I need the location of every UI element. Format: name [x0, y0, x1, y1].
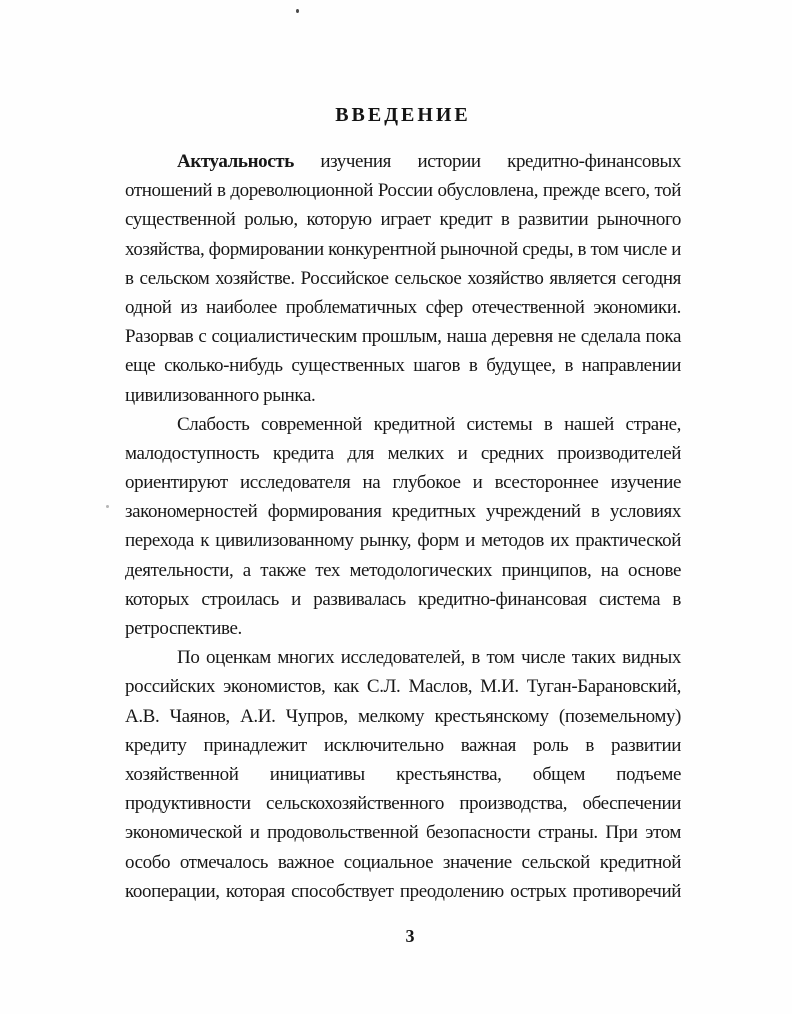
page-title: ВВЕДЕНИЕ	[335, 104, 471, 126]
text-line: которых строилась и развивалась кредитно-финансовая система в	[125, 588, 681, 610]
emphasis-keyword: Актуальность	[177, 151, 294, 172]
scan-artifact-dot	[106, 505, 109, 508]
text-line: ориентируют исследователя на глубокое и всестороннее изучение	[125, 472, 681, 494]
text-line: Актуальность изучения истории кредитно-финансовых	[177, 151, 681, 172]
text-line: существенной ролью, которую играет кредит в развитии рыночного	[125, 209, 681, 231]
text-line: деятельности, а также тех методологических принципов, на основе	[125, 559, 681, 581]
text-line: закономерностей формирования кредитных учреждений в условиях	[125, 501, 681, 523]
text-line: малодоступность кредита для мелких и средних производителей	[125, 442, 681, 464]
scan-artifact-dot	[296, 9, 299, 13]
page-number: 3	[405, 926, 415, 946]
text-line: особо отмечалось важное социальное значение сельской кредитной	[125, 851, 681, 873]
text-line: одной из наиболее проблематичных сфер отечественной экономики.	[125, 296, 681, 318]
text-line: ретроспективе.	[125, 618, 242, 639]
body-text	[125, 147, 681, 906]
text-line: Слабость современной кредитной системы в нашей стране,	[177, 413, 681, 435]
text-line: А.В. Чаянов, А.И. Чупров, мелкому крестьянскому (поземельному)	[125, 705, 681, 727]
text-line: в сельском хозяйстве. Российское сельское хозяйство является сегодня	[125, 267, 681, 289]
text-line: перехода к цивилизованному рынку, форм и методов их практической	[125, 530, 681, 552]
text-line: хозяйственной инициативы крестьянства, общем подъеме	[125, 763, 681, 785]
text-line: цивилизованного рынка.	[125, 384, 316, 406]
text-line: По оценкам многих исследователей, в том числе таких видных	[177, 647, 681, 669]
text-line: кооперации, которая способствует преодолению острых противоречий	[125, 880, 681, 902]
text-line: отношений в дореволюционной России обусловлена, прежде всего, той	[125, 180, 681, 202]
text-line: еще сколько-нибудь существенных шагов в будущее, в направлении	[125, 355, 681, 377]
text-line: экономической и продовольственной безопасности страны. При этом	[125, 822, 681, 844]
text-line: хозяйства, формировании конкурентной рыночной среды, в том числе и	[125, 238, 681, 260]
text-line: продуктивности сельскохозяйственного производства, обеспечении	[125, 793, 681, 815]
text-line: Разорвав с социалистическим прошлым, наша деревня не сделала пока	[125, 326, 681, 348]
text-line: кредиту принадлежит исключительно важная роль в развитии	[125, 734, 681, 756]
text-line: российских экономистов, как С.Л. Маслов, М.И. Туган-Барановский,	[125, 676, 681, 698]
